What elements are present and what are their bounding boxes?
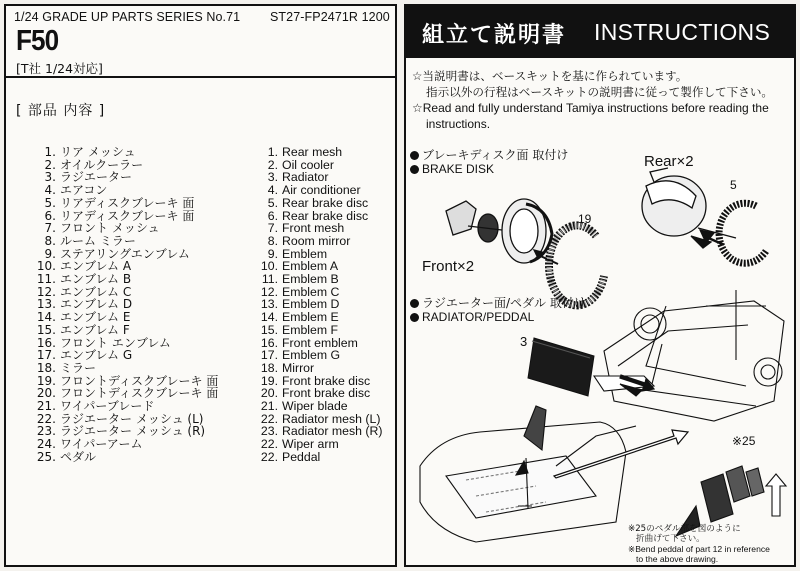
part-number: 14. xyxy=(36,310,56,325)
part-number: 5. xyxy=(267,195,278,210)
part-number: 11. xyxy=(36,272,56,287)
instructions-title-en: INSTRUCTIONS xyxy=(594,19,771,45)
kit-compatibility: [T社 1/24対応] xyxy=(16,61,103,76)
part-name: フロントディスクブレーキ 面 xyxy=(60,386,219,401)
part-number: 1. xyxy=(267,145,278,159)
radiator-section-heading xyxy=(410,296,586,324)
part-number: 18. xyxy=(36,360,56,375)
part-number: 19. xyxy=(36,373,56,388)
part-name: フロント エンブレム xyxy=(60,335,171,350)
part-name: エンブレム A xyxy=(60,259,132,274)
part-name: エンブレム C xyxy=(60,284,132,299)
part-name: Rear mesh xyxy=(282,145,343,159)
part-name: Radiator mesh (L) xyxy=(282,411,381,426)
part-name: ミラー xyxy=(60,360,97,375)
list-item xyxy=(36,451,218,464)
part-name: Emblem B xyxy=(282,272,339,287)
part-name: Rear brake disc xyxy=(282,208,369,223)
part-number: 4. xyxy=(267,183,278,198)
part-name: ラジエーター xyxy=(60,170,133,185)
part-number: 1. xyxy=(44,145,56,159)
series-label: 1/24 GRADE UP PARTS SERIES No.71 xyxy=(14,10,241,24)
part-number: 15. xyxy=(260,322,278,337)
part-number: 3. xyxy=(44,170,56,185)
part-number: 24. xyxy=(36,437,56,452)
part-number: 12. xyxy=(260,284,278,299)
part-name: ペダル xyxy=(60,449,97,464)
part-name: Air conditioner xyxy=(282,183,361,198)
part-number: 17. xyxy=(260,348,278,363)
part-name: Peddal xyxy=(282,449,321,464)
part-name: Front mesh xyxy=(282,221,345,236)
front-brake-drawing xyxy=(446,199,558,264)
part-name: ワイパーアーム xyxy=(60,437,143,452)
part-name: Wiper blade xyxy=(282,399,348,414)
part-number: 2. xyxy=(44,157,56,172)
part-number: 18. xyxy=(260,360,278,375)
note-line-1: ☆当説明書は、ベースキットを基に作られています。 xyxy=(412,69,688,83)
part-name: Emblem E xyxy=(282,310,339,325)
part-name: Emblem xyxy=(282,246,328,261)
part-number: 10. xyxy=(260,259,278,274)
parts-list-japanese xyxy=(36,146,218,464)
part-name: Emblem G xyxy=(282,348,341,363)
part-number: 22. xyxy=(260,449,278,464)
part-number: 11. xyxy=(261,272,278,287)
part-name: Radiator xyxy=(282,170,329,185)
part-5-label: 5 xyxy=(730,178,737,192)
part-number: 21. xyxy=(36,399,56,414)
part-name: Mirror xyxy=(282,360,315,375)
part-number: 10. xyxy=(36,259,56,274)
part-number: 23. xyxy=(36,424,56,439)
part-name: ワイパーブレード xyxy=(60,399,155,414)
chassis-drawing xyxy=(594,290,784,421)
part-name: Rear brake disc xyxy=(282,195,369,210)
part-number: 21. xyxy=(260,399,278,414)
footnote-line-2: 折曲げて下さい。 xyxy=(636,534,705,544)
part-name: Wiper arm xyxy=(282,437,339,452)
note-line-3: ☆Read and fully understand Tamiya instructions before reading the xyxy=(412,101,769,115)
part-name: オイルクーラー xyxy=(60,157,144,172)
part-number: 8. xyxy=(44,233,56,248)
assembly-illustrations xyxy=(406,6,796,567)
part-name: Emblem D xyxy=(282,297,340,312)
parts-panel xyxy=(4,4,397,567)
part-name: Radiator mesh (R) xyxy=(282,424,383,439)
part-number: 22. xyxy=(260,437,278,452)
part-number: 13. xyxy=(36,297,56,312)
part-number: 3. xyxy=(267,170,278,185)
series-title xyxy=(14,10,390,24)
instructions-panel xyxy=(404,4,796,567)
part-name: Front brake disc xyxy=(282,386,371,401)
radiator-part-3 xyxy=(528,338,594,396)
part-name: Emblem A xyxy=(282,259,339,274)
part-number: 19. xyxy=(260,373,278,388)
part-name: Emblem C xyxy=(282,284,340,299)
part-number: 7. xyxy=(44,221,56,236)
part-name: エンブレム G xyxy=(60,348,133,363)
part-number: 20. xyxy=(36,386,56,401)
part-name: ステアリングエンブレム xyxy=(60,246,190,261)
radiator-heading-jp: ラジエーター面/ペダル 取付け xyxy=(422,296,586,310)
front-quantity-label: Front×2 xyxy=(422,258,475,275)
part-name: Oil cooler xyxy=(282,157,334,172)
part-name: エアコン xyxy=(60,183,108,198)
rear-quantity-label: Rear×2 xyxy=(644,153,694,170)
part-25-label: ※25 xyxy=(732,434,756,448)
part-number: 17. xyxy=(36,348,56,363)
brake-heading-jp: ブレーキディスク面 取付け xyxy=(422,148,569,162)
list-item xyxy=(258,451,382,464)
part-number: 16. xyxy=(260,335,278,350)
part-number: 4. xyxy=(44,183,56,198)
part-number: 2. xyxy=(267,157,278,172)
part-3-label: 3 xyxy=(520,334,528,349)
model-name: F50 xyxy=(16,25,59,57)
part-number: 15. xyxy=(36,322,56,337)
part-name: リアディスクブレーキ 面 xyxy=(60,208,195,223)
part-number: 8. xyxy=(267,233,278,248)
note-line-4: instructions. xyxy=(426,117,491,131)
part-number: 5. xyxy=(44,195,56,210)
part-number: 6. xyxy=(44,208,56,223)
pedal-box-drawing xyxy=(420,406,636,542)
radiator-heading-en: RADIATOR/PEDDAL xyxy=(422,310,535,324)
parts-list-english xyxy=(258,146,382,464)
part-name: エンブレム E xyxy=(60,310,131,325)
part-number: 20. xyxy=(260,386,278,401)
note-line-2: 指示以外の行程はベースキットの説明書に従って製作して下さい。 xyxy=(426,85,774,99)
front-disc-part-19 xyxy=(549,225,604,305)
part-number: 16. xyxy=(36,335,56,350)
rear-disc-part-5 xyxy=(719,203,766,263)
part-name: Emblem F xyxy=(282,322,339,337)
part-number: 22. xyxy=(36,411,56,426)
part-number: 9. xyxy=(267,246,278,261)
brake-heading-en: BRAKE DISK xyxy=(422,162,495,176)
part-name: ラジエーター メッシュ (R) xyxy=(60,424,206,439)
part-number: 25. xyxy=(36,449,56,464)
part-number: 12. xyxy=(36,284,56,299)
pedal-footnote xyxy=(628,524,796,564)
part-number: 14. xyxy=(260,310,278,325)
part-name: フロントディスクブレーキ 面 xyxy=(60,373,219,388)
part-name: リアディスクブレーキ 面 xyxy=(60,195,195,210)
header-divider xyxy=(4,76,397,78)
part-name: フロント メッシュ xyxy=(60,221,160,236)
product-code: ST27-FP2471R 1200 xyxy=(270,10,390,24)
rear-brake-drawing xyxy=(642,168,736,248)
part-name: Room mirror xyxy=(282,233,351,248)
part-number: 9. xyxy=(44,246,56,261)
part-name: エンブレム F xyxy=(60,322,130,337)
bullet-icon xyxy=(410,299,419,308)
part-number: 7. xyxy=(267,221,278,236)
part-number: 6. xyxy=(267,208,278,223)
part-number: 23. xyxy=(260,424,278,439)
part-name: Front emblem xyxy=(282,335,358,350)
footnote-line-4: to the above drawing. xyxy=(636,554,719,564)
instructions-title-jp: 組立て説明書 xyxy=(422,23,567,48)
part-name: リア メッシュ xyxy=(60,145,136,159)
part-number: 13. xyxy=(260,297,278,312)
part-name: ラジエーター メッシュ (L) xyxy=(60,411,204,426)
footnote-line-1: ※25のペダル部を図のように xyxy=(628,524,741,534)
part-number: 22. xyxy=(260,411,278,426)
footnote-line-3: ※Bend peddal of part 12 in reference xyxy=(628,544,770,554)
part-name: エンブレム B xyxy=(60,272,132,287)
part-name: ルーム ミラー xyxy=(60,233,136,248)
parts-section-title: [ 部品 内容 ] xyxy=(16,103,106,119)
part-19-label: 19 xyxy=(578,212,592,226)
bullet-icon xyxy=(410,313,419,322)
part-name: エンブレム D xyxy=(60,297,133,312)
part-name: Front brake disc xyxy=(282,373,371,388)
